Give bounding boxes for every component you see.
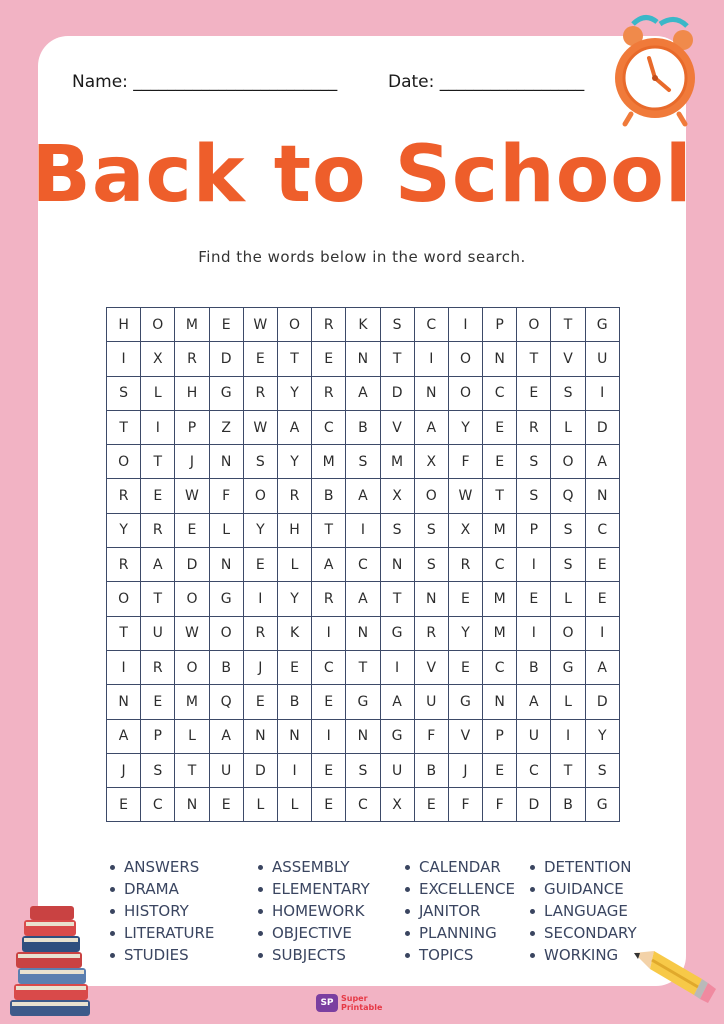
grid-cell: E [175, 513, 209, 547]
word-list-item: CALENDAR [403, 856, 515, 878]
word-list-item: DETENTION [528, 856, 637, 878]
grid-cell: T [551, 308, 585, 342]
grid-cell: F [448, 445, 482, 479]
grid-cell: D [243, 753, 277, 787]
grid-cell: V [448, 719, 482, 753]
grid-cell: G [380, 719, 414, 753]
word-list-item: HISTORY [108, 900, 214, 922]
grid-cell: I [551, 719, 585, 753]
word-list-item: ANSWERS [108, 856, 214, 878]
grid-cell: B [414, 753, 448, 787]
grid-cell: S [346, 445, 380, 479]
grid-cell: I [380, 650, 414, 684]
name-field-label: Name: ________________________ [72, 72, 338, 92]
grid-cell: U [414, 685, 448, 719]
word-list-item: TOPICS [403, 944, 515, 966]
grid-cell: E [483, 445, 517, 479]
word-list-item: SECONDARY [528, 922, 637, 944]
grid-cell: U [517, 719, 551, 753]
grid-row [107, 308, 620, 342]
grid-cell: C [346, 788, 380, 822]
grid-cell: L [277, 548, 311, 582]
grid-cell: E [209, 788, 243, 822]
grid-cell: Y [585, 719, 619, 753]
grid-cell: U [585, 342, 619, 376]
grid-cell: S [551, 513, 585, 547]
grid-row [107, 616, 620, 650]
grid-cell: M [483, 582, 517, 616]
grid-cell: I [243, 582, 277, 616]
grid-cell: E [414, 788, 448, 822]
grid-cell: V [380, 410, 414, 444]
grid-cell: C [585, 513, 619, 547]
grid-cell: E [141, 685, 175, 719]
grid-cell: A [312, 548, 346, 582]
grid-cell: C [414, 308, 448, 342]
grid-cell: A [380, 685, 414, 719]
grid-cell: A [346, 376, 380, 410]
date-field-label: Date: _________________ [388, 72, 585, 92]
word-list-item: HOMEWORK [256, 900, 370, 922]
grid-cell: Y [448, 410, 482, 444]
grid-cell: L [175, 719, 209, 753]
grid-cell: W [175, 479, 209, 513]
grid-cell: N [209, 548, 243, 582]
alarm-clock-icon [605, 10, 705, 128]
grid-cell: B [551, 788, 585, 822]
grid-cell: E [209, 308, 243, 342]
grid-cell: I [346, 513, 380, 547]
grid-cell: S [380, 308, 414, 342]
grid-cell: T [141, 445, 175, 479]
grid-cell: M [175, 308, 209, 342]
grid-cell: I [107, 342, 141, 376]
grid-cell: E [517, 582, 551, 616]
word-list-column-3 [403, 856, 515, 966]
word-list-column-1 [108, 856, 214, 966]
grid-cell: N [346, 616, 380, 650]
grid-cell: J [448, 753, 482, 787]
grid-cell: O [448, 376, 482, 410]
grid-cell: F [448, 788, 482, 822]
grid-cell: J [107, 753, 141, 787]
grid-cell: S [414, 513, 448, 547]
word-list-item: ELEMENTARY [256, 878, 370, 900]
word-list-item: WORKING [528, 944, 637, 966]
grid-cell: E [312, 342, 346, 376]
logo-text [341, 994, 382, 1012]
word-list-column-4 [528, 856, 637, 966]
grid-cell: D [209, 342, 243, 376]
grid-cell: T [141, 582, 175, 616]
grid-cell: W [175, 616, 209, 650]
grid-cell: E [483, 410, 517, 444]
grid-cell: E [141, 479, 175, 513]
grid-cell: E [448, 582, 482, 616]
grid-cell: F [414, 719, 448, 753]
grid-cell: L [551, 685, 585, 719]
grid-cell: X [448, 513, 482, 547]
grid-cell: M [175, 685, 209, 719]
word-search-grid [106, 307, 620, 822]
grid-cell: P [517, 513, 551, 547]
grid-cell: B [312, 479, 346, 513]
pencil-icon [628, 935, 720, 1005]
grid-cell: S [551, 548, 585, 582]
grid-cell: E [243, 548, 277, 582]
logo-badge: SP [316, 994, 338, 1012]
grid-row [107, 582, 620, 616]
grid-cell: A [277, 410, 311, 444]
grid-cell: T [517, 342, 551, 376]
word-list-item: GUIDANCE [528, 878, 637, 900]
grid-cell: Y [243, 513, 277, 547]
grid-cell: R [312, 582, 346, 616]
grid-cell: T [483, 479, 517, 513]
grid-cell: O [175, 650, 209, 684]
grid-cell: Z [209, 410, 243, 444]
grid-cell: R [448, 548, 482, 582]
grid-cell: L [551, 582, 585, 616]
grid-cell: N [414, 582, 448, 616]
grid-cell: B [209, 650, 243, 684]
grid-cell: N [175, 788, 209, 822]
grid-cell: E [312, 753, 346, 787]
grid-cell: L [551, 410, 585, 444]
grid-cell: R [312, 376, 346, 410]
grid-cell: E [448, 650, 482, 684]
grid-cell: M [483, 513, 517, 547]
grid-cell: J [243, 650, 277, 684]
grid-cell: I [414, 342, 448, 376]
grid-cell: P [175, 410, 209, 444]
grid-cell: T [175, 753, 209, 787]
grid-cell: G [551, 650, 585, 684]
grid-cell: U [380, 753, 414, 787]
grid-cell: Y [277, 376, 311, 410]
grid-cell: O [141, 308, 175, 342]
grid-cell: O [414, 479, 448, 513]
grid-cell: Y [107, 513, 141, 547]
grid-cell: N [107, 685, 141, 719]
logo-line-2: Printable [341, 1003, 383, 1012]
grid-cell: F [209, 479, 243, 513]
word-list-item: PLANNING [403, 922, 515, 944]
grid-cell: A [346, 479, 380, 513]
grid-cell: N [346, 342, 380, 376]
grid-cell: E [312, 685, 346, 719]
grid-cell: A [107, 719, 141, 753]
grid-row [107, 479, 620, 513]
word-list-item: OBJECTIVE [256, 922, 370, 944]
grid-row [107, 788, 620, 822]
grid-cell: G [585, 788, 619, 822]
grid-cell: R [277, 479, 311, 513]
grid-cell: W [448, 479, 482, 513]
grid-cell: R [141, 650, 175, 684]
grid-cell: S [346, 753, 380, 787]
word-list-item: ASSEMBLY [256, 856, 370, 878]
logo-line-1: Super [341, 994, 368, 1003]
grid-cell: V [414, 650, 448, 684]
grid-cell: N [380, 548, 414, 582]
grid-cell: Y [277, 445, 311, 479]
grid-cell: O [551, 445, 585, 479]
grid-cell: L [243, 788, 277, 822]
grid-cell: T [107, 616, 141, 650]
super-printable-logo [316, 994, 382, 1012]
grid-cell: A [414, 410, 448, 444]
grid-cell: L [209, 513, 243, 547]
grid-cell: X [380, 788, 414, 822]
grid-cell: N [243, 719, 277, 753]
word-list-item: LANGUAGE [528, 900, 637, 922]
grid-cell: D [585, 685, 619, 719]
grid-cell: U [209, 753, 243, 787]
grid-cell: L [277, 788, 311, 822]
grid-cell: R [414, 616, 448, 650]
grid-cell: T [551, 753, 585, 787]
grid-cell: C [517, 753, 551, 787]
grid-cell: I [312, 719, 346, 753]
grid-row [107, 753, 620, 787]
grid-row [107, 376, 620, 410]
grid-cell: U [141, 616, 175, 650]
grid-cell: R [175, 342, 209, 376]
grid-cell: T [346, 650, 380, 684]
grid-cell: I [517, 616, 551, 650]
grid-row [107, 342, 620, 376]
grid-cell: E [312, 788, 346, 822]
grid-cell: Y [448, 616, 482, 650]
grid-cell: D [585, 410, 619, 444]
grid-cell: R [312, 308, 346, 342]
grid-cell: R [107, 548, 141, 582]
grid-cell: M [483, 616, 517, 650]
grid-cell: T [380, 582, 414, 616]
grid-cell: E [277, 650, 311, 684]
grid-cell: G [209, 582, 243, 616]
grid-cell: A [346, 582, 380, 616]
grid-cell: S [585, 753, 619, 787]
grid-cell: E [585, 582, 619, 616]
grid-row [107, 719, 620, 753]
grid-cell: E [517, 376, 551, 410]
grid-cell: E [107, 788, 141, 822]
grid-cell: I [585, 376, 619, 410]
grid-cell: R [107, 479, 141, 513]
word-list-column-2 [256, 856, 370, 966]
grid-cell: M [312, 445, 346, 479]
grid-cell: N [483, 685, 517, 719]
grid-cell: K [346, 308, 380, 342]
grid-cell: D [175, 548, 209, 582]
grid-cell: C [483, 376, 517, 410]
grid-cell: O [517, 308, 551, 342]
grid-cell: O [551, 616, 585, 650]
grid-cell: S [551, 376, 585, 410]
grid-cell: S [243, 445, 277, 479]
grid-cell: S [517, 445, 551, 479]
grid-cell: B [277, 685, 311, 719]
grid-cell: S [107, 376, 141, 410]
book-stack-icon [2, 900, 96, 1022]
word-list-item: JANITOR [403, 900, 515, 922]
grid-cell: O [175, 582, 209, 616]
grid-cell: P [483, 719, 517, 753]
grid-cell: Q [551, 479, 585, 513]
grid-cell: E [585, 548, 619, 582]
grid-cell: X [141, 342, 175, 376]
grid-cell: J [175, 445, 209, 479]
grid-cell: Q [209, 685, 243, 719]
instructions: Find the words below in the word search. [198, 248, 526, 266]
grid-cell: A [141, 548, 175, 582]
grid-cell: G [346, 685, 380, 719]
grid-cell: K [277, 616, 311, 650]
grid-cell: O [448, 342, 482, 376]
grid-cell: I [312, 616, 346, 650]
grid-cell: T [277, 342, 311, 376]
grid-cell: C [346, 548, 380, 582]
grid-row [107, 410, 620, 444]
grid-cell: G [209, 376, 243, 410]
grid-row [107, 445, 620, 479]
grid-cell: Y [277, 582, 311, 616]
grid-cell: P [483, 308, 517, 342]
grid-cell: B [346, 410, 380, 444]
grid-cell: D [517, 788, 551, 822]
word-list-item: DRAMA [108, 878, 214, 900]
grid-cell: E [243, 342, 277, 376]
grid-cell: I [517, 548, 551, 582]
grid-cell: W [243, 308, 277, 342]
grid-cell: M [380, 445, 414, 479]
grid-cell: N [414, 376, 448, 410]
grid-cell: F [483, 788, 517, 822]
grid-cell: C [141, 788, 175, 822]
grid-cell: A [585, 445, 619, 479]
grid-cell: C [312, 650, 346, 684]
page-title: Back to School [31, 130, 693, 220]
grid-cell: E [243, 685, 277, 719]
grid-cell: P [141, 719, 175, 753]
grid-cell: O [209, 616, 243, 650]
grid-cell: C [312, 410, 346, 444]
word-list-item: STUDIES [108, 944, 214, 966]
word-list-item: LITERATURE [108, 922, 214, 944]
grid-cell: V [551, 342, 585, 376]
grid-cell: C [483, 548, 517, 582]
grid-cell: N [483, 342, 517, 376]
word-list-item: EXCELLENCE [403, 878, 515, 900]
grid-row [107, 685, 620, 719]
grid-cell: H [277, 513, 311, 547]
grid-cell: I [448, 308, 482, 342]
grid-cell: L [141, 376, 175, 410]
grid-cell: D [380, 376, 414, 410]
grid-cell: X [380, 479, 414, 513]
grid-cell: O [107, 582, 141, 616]
grid-cell: N [209, 445, 243, 479]
grid-cell: S [517, 479, 551, 513]
grid-cell: S [414, 548, 448, 582]
grid-cell: S [380, 513, 414, 547]
grid-cell: C [483, 650, 517, 684]
grid-row [107, 513, 620, 547]
grid-cell: B [517, 650, 551, 684]
grid-cell: G [448, 685, 482, 719]
grid-cell: T [107, 410, 141, 444]
grid-cell: N [277, 719, 311, 753]
grid-cell: N [585, 479, 619, 513]
grid-cell: T [380, 342, 414, 376]
grid-cell: I [277, 753, 311, 787]
grid-cell: I [107, 650, 141, 684]
grid-row [107, 650, 620, 684]
grid-cell: T [312, 513, 346, 547]
grid-cell: E [483, 753, 517, 787]
grid-cell: O [277, 308, 311, 342]
grid-cell: G [585, 308, 619, 342]
grid-cell: A [517, 685, 551, 719]
grid-cell: R [243, 616, 277, 650]
grid-cell: G [380, 616, 414, 650]
grid-row [107, 548, 620, 582]
grid-cell: H [175, 376, 209, 410]
grid-cell: R [243, 376, 277, 410]
word-list-item: SUBJECTS [256, 944, 370, 966]
grid-cell: R [517, 410, 551, 444]
grid-cell: I [585, 616, 619, 650]
grid-cell: A [209, 719, 243, 753]
grid-cell: R [141, 513, 175, 547]
grid-cell: W [243, 410, 277, 444]
grid-cell: X [414, 445, 448, 479]
grid-cell: S [141, 753, 175, 787]
grid-cell: A [585, 650, 619, 684]
grid-cell: I [141, 410, 175, 444]
grid-cell: H [107, 308, 141, 342]
grid-cell: O [107, 445, 141, 479]
grid-cell: N [346, 719, 380, 753]
grid-cell: O [243, 479, 277, 513]
